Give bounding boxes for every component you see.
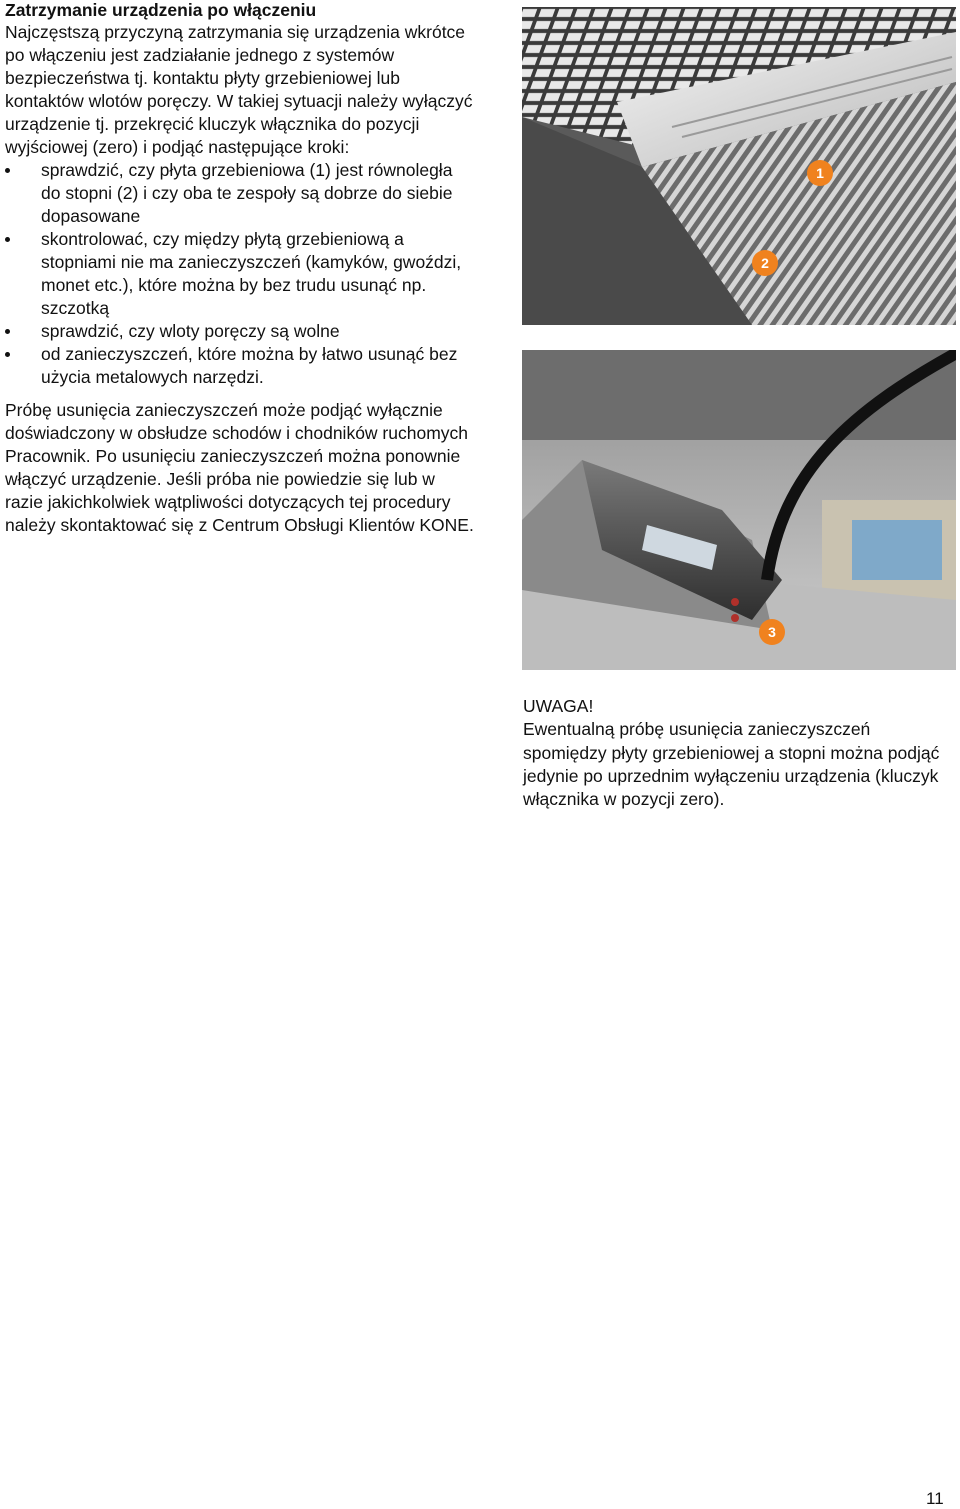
marker-3 [759, 619, 785, 645]
handrail-inlet-illustration [522, 350, 956, 670]
handrail-inlet-photo [522, 350, 956, 670]
section-heading: Zatrzymanie urządzenia po włączeniu [5, 0, 317, 20]
bullet-icon [5, 168, 10, 173]
list-item: sprawdzić, czy wloty poręczy są wolne [5, 320, 475, 343]
comb-plate-photo [522, 7, 956, 325]
bullet-icon [5, 237, 10, 242]
marker-1 [807, 160, 833, 186]
checklist [5, 159, 475, 389]
bullet-icon [5, 352, 10, 357]
svg-text:1: 1 [816, 165, 824, 181]
warning-note [523, 695, 953, 811]
list-item: sprawdzić, czy płyta grzebieniowa (1) jest równoległa do stopni (2) i czy oba te zespoły są dobrze do siebie dopasowane [5, 159, 475, 228]
list-item: skontrolować, czy między płytą grzebieniową a stopniami nie ma zanieczyszczeń (kamyków, gwoździ, monet etc.), które można by bez trudu usunąć np. szczotką [5, 228, 475, 320]
warning-text: Ewentualną próbę usunięcia zanieczyszczeń spomiędzy płyty grzebieniowej a stopni można podjąć jedynie po uprzednim wyłączeniu urządzenia (kluczyk włącznika w pozycji zero). [523, 719, 940, 810]
closing-paragraph: Próbę usunięcia zanieczyszczeń może podjąć wyłącznie doświadczony w obsłudze schodów i chodników ruchomych Pracownik. Po usunięciu zanieczyszczeń można ponownie włączyć urządzenie. Jeśli próba nie powiedzie się lub w razie jakichkolwiek wątpliwości dotyczących tej procedury należy skontaktować się z Centrum Obsługi Klientów KONE. [5, 400, 474, 535]
svg-text:2: 2 [761, 255, 769, 271]
page-number: 11 [926, 1489, 944, 1508]
instructions-column [5, 0, 475, 537]
svg-text:3: 3 [768, 624, 776, 640]
bullet-icon [5, 329, 10, 334]
marker-2 [752, 250, 778, 276]
comb-plate-illustration [522, 7, 956, 325]
warning-title: UWAGA! [523, 696, 594, 716]
list-item: od zanieczyszczeń, które można by łatwo usunąć bez użycia metalowych narzędzi. [5, 343, 475, 389]
intro-paragraph: Najczęstszą przyczyną zatrzymania się urządzenia wkrótce po włączeniu jest zadziałanie jednego z systemów bezpieczeństwa tj. kontaktu płyty grzebieniowej lub kontaktów wlotów poręczy. W takiej sytuacji należy wyłączyć urządzenie tj. przekręcić kluczyk włącznika do pozycji wyjściowej (zero) i podjąć następujące kroki: [5, 22, 473, 157]
